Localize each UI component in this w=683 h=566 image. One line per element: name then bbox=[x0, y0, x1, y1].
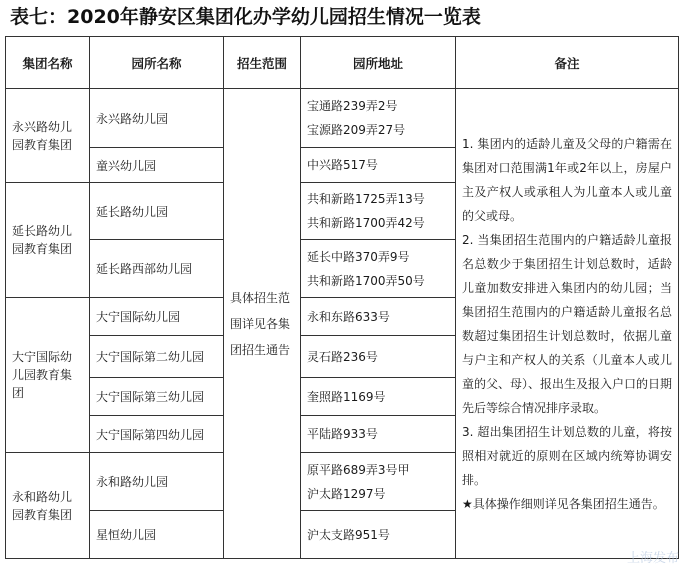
school-name: 大宁国际第四幼儿园 bbox=[90, 416, 224, 453]
group-name: 大宁国际幼儿园教育集团 bbox=[6, 298, 90, 453]
address-line: 永和东路633号 bbox=[307, 309, 390, 324]
school-name: 永和路幼儿园 bbox=[90, 453, 224, 511]
school-name: 大宁国际第三幼儿园 bbox=[90, 378, 224, 416]
page-title: 表七：2020年静安区集团化办学幼儿园招生情况一览表 bbox=[10, 6, 481, 28]
enrollment-scope: 具体招生范围详见各集团招生通告 bbox=[224, 89, 301, 559]
school-name: 童兴幼儿园 bbox=[90, 148, 224, 183]
header-notes: 备注 bbox=[456, 37, 679, 89]
school-address bbox=[301, 511, 456, 559]
group-name: 延长路幼儿园教育集团 bbox=[6, 183, 90, 298]
address-line: 延长中路370弄9号 bbox=[307, 249, 410, 264]
school-address bbox=[301, 183, 456, 240]
address-line: 沪太支路951号 bbox=[307, 527, 390, 542]
group-name: 永和路幼儿园教育集团 bbox=[6, 453, 90, 559]
table-row bbox=[6, 89, 679, 148]
header-address: 园所地址 bbox=[301, 37, 456, 89]
school-address bbox=[301, 336, 456, 378]
header-row bbox=[6, 37, 679, 89]
address-line: 宝通路239弄2号 bbox=[307, 99, 398, 113]
address-line: 灵石路236号 bbox=[307, 349, 378, 364]
watermark: 上海发布 bbox=[626, 551, 679, 566]
school-address bbox=[301, 89, 456, 148]
address-line: 平陆路933号 bbox=[307, 427, 378, 441]
school-address bbox=[301, 453, 456, 511]
note-item: 3. 超出集团招生计划总数的儿童，将按照相对就近的原则在区域内统筹协调安排。 bbox=[462, 424, 672, 487]
address-line: 奎照路1169号 bbox=[307, 389, 386, 404]
school-name: 永兴路幼儿园 bbox=[90, 89, 224, 148]
school-address bbox=[301, 378, 456, 416]
school-address bbox=[301, 240, 456, 298]
notes-cell bbox=[456, 89, 679, 559]
school-name: 星恒幼儿园 bbox=[90, 511, 224, 559]
header-school: 园所名称 bbox=[90, 37, 224, 89]
address-line: 原平路689弄3号甲 bbox=[307, 462, 410, 477]
address-line: 宝源路209弄27号 bbox=[307, 123, 406, 137]
note-item: ★具体操作细则详见各集团招生通告。 bbox=[462, 496, 665, 511]
school-address bbox=[301, 148, 456, 183]
enrollment-table bbox=[5, 36, 679, 559]
address-line: 共和新路1700弄50号 bbox=[307, 273, 425, 288]
address-line: 沪太路1297号 bbox=[307, 486, 386, 501]
address-line: 共和新路1725弄13号 bbox=[307, 192, 425, 206]
group-name: 永兴路幼儿园教育集团 bbox=[6, 89, 90, 183]
header-scope: 招生范围 bbox=[224, 37, 301, 89]
school-name: 延长路幼儿园 bbox=[90, 183, 224, 240]
school-address bbox=[301, 298, 456, 336]
note-item: 2. 当集团招生范围内的户籍适龄儿童报名总数少于集团招生计划总数时，适龄儿童加数安排进入集团内的幼儿园；当集团招生范围内的户籍适龄儿童报名总数超过集团招生计划总数时，依据儿童与户主和产权人的关系（儿童本人或儿童的父、母）、报出生及报入户口的日期先后等综合情况排序录取。 bbox=[462, 232, 673, 415]
address-line: 共和新路1700弄42号 bbox=[307, 216, 425, 230]
school-name: 大宁国际第二幼儿园 bbox=[90, 336, 224, 378]
school-name: 延长路西部幼儿园 bbox=[90, 240, 224, 298]
school-address bbox=[301, 416, 456, 453]
address-line: 中兴路517号 bbox=[307, 158, 378, 172]
school-name: 大宁国际幼儿园 bbox=[90, 298, 224, 336]
note-item: 1. 集团内的适龄儿童及父母的户籍需在集团对口范围满1年或2年以上，房屋户主及产权人或承租人为儿童本人或儿童的父或母。 bbox=[462, 136, 672, 223]
header-group: 集团名称 bbox=[6, 37, 90, 89]
